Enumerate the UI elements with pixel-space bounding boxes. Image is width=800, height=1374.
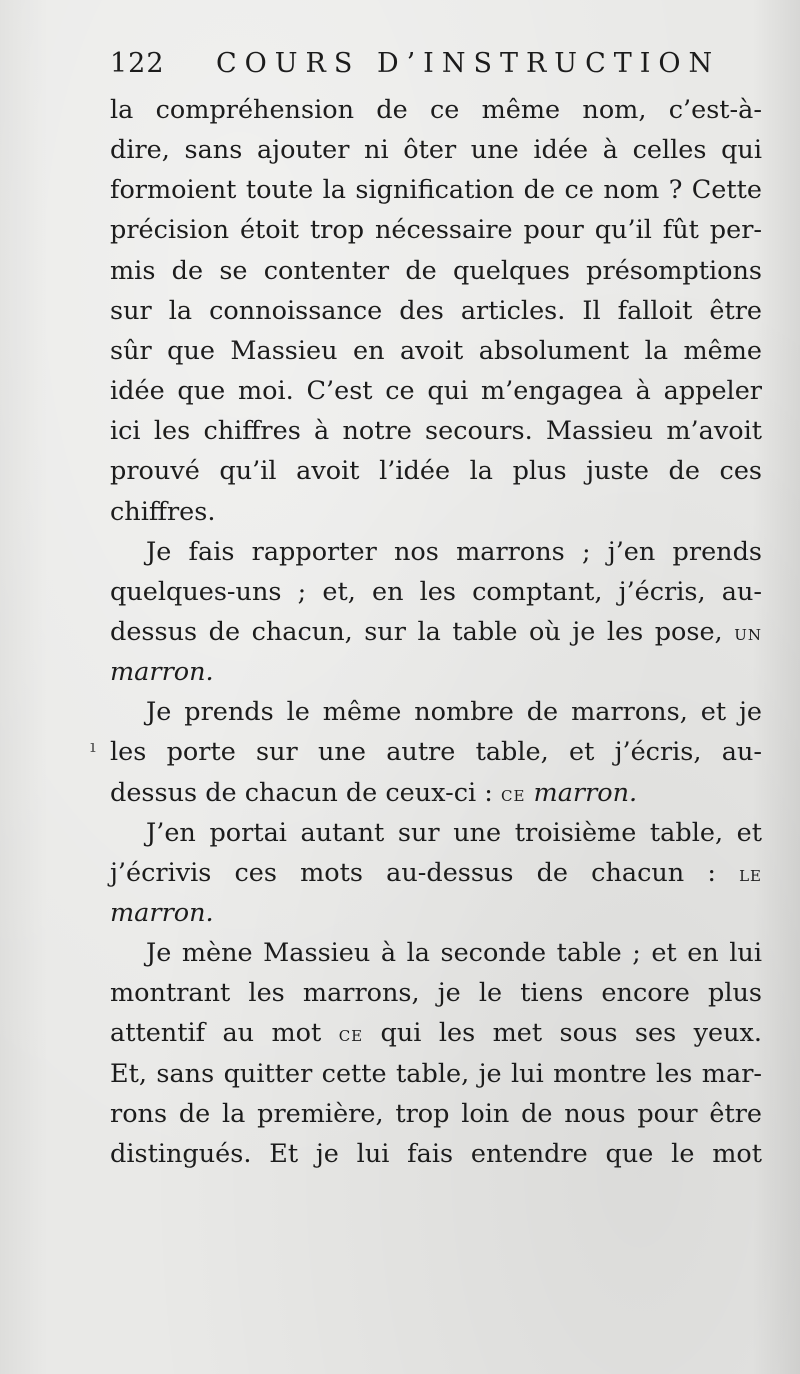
text-run: distingués. Et je lui fais entendre que le mot <box>110 1138 762 1169</box>
text-line <box>146 813 762 853</box>
running-title: COURS D’INSTRUCTION <box>216 48 721 79</box>
text-run: j’écrivis ces mots au-dessus de chacun : <box>110 857 740 888</box>
text-line <box>110 411 762 451</box>
text-run: idée que moi. C’est ce qui m’engagea à appeler <box>110 376 762 407</box>
text-run: dessus de chacun de ceux-ci : <box>110 777 501 808</box>
text-run: dire, sans ajouter ni ôter une idée à celles qui <box>110 135 762 166</box>
margin-tick-mark: ı <box>90 736 96 757</box>
text-line <box>110 90 762 130</box>
running-head <box>110 44 721 84</box>
text-line <box>110 331 762 371</box>
text-line <box>110 170 762 210</box>
text-run: les porte sur une autre table, et j’écris, au- <box>110 737 762 768</box>
text-run <box>525 778 533 808</box>
text-run: Je mène Massieu à la seconde table ; et en lui <box>146 938 762 969</box>
text-run: ici les chiffres à notre secours. Massieu m’avoit <box>110 416 762 447</box>
small-caps-word: le <box>739 861 762 887</box>
text-run: la compréhension de ce même nom, c’est-à- <box>110 95 762 125</box>
text-run: J’en portai autant sur une troisième table, et <box>146 817 762 848</box>
small-caps-word: un <box>734 620 762 646</box>
text-line <box>110 612 762 652</box>
text-run: montrant les marrons, je le tiens encore plus <box>110 978 762 1009</box>
text-run: mis de se contenter de quelques présomptions <box>110 255 762 286</box>
text-run: Je prends le même nombre de marrons, et je <box>146 697 762 728</box>
text-run: prouvé qu’il avoit l’idée la plus juste de ces <box>110 456 762 487</box>
text-run: Je fais rapporter nos marrons ; j’en prends <box>146 536 762 567</box>
text-run: chiffres. <box>110 496 216 527</box>
text-line <box>110 732 762 772</box>
text-line <box>110 210 762 250</box>
text-run: qui les met sous ses yeux. <box>363 1018 762 1049</box>
text-line <box>146 933 762 973</box>
text-line <box>110 1013 762 1053</box>
text-line <box>110 1134 762 1174</box>
small-caps-word: ce <box>500 781 526 807</box>
text-run: Et, sans quitter cette table, je lui montre les mar- <box>110 1058 762 1089</box>
text-line <box>110 492 762 532</box>
text-line <box>110 1054 762 1094</box>
text-line <box>110 973 762 1013</box>
text-run: attentif au mot <box>110 1018 339 1049</box>
text-line <box>146 532 762 572</box>
text-line <box>110 572 762 612</box>
text-line <box>110 291 762 331</box>
text-line <box>110 893 762 933</box>
text-run: sur la connoissance des articles. Il falloit être <box>110 295 762 326</box>
small-caps-word: ce <box>338 1022 364 1048</box>
text-line <box>146 692 762 732</box>
text-line <box>110 371 762 411</box>
text-line <box>110 853 762 893</box>
text-line <box>110 773 762 813</box>
page-number: 122 <box>110 48 165 79</box>
text-line <box>110 451 762 491</box>
text-line <box>110 1094 762 1134</box>
text-run: précision étoit trop nécessaire pour qu’il fût per- <box>110 215 762 246</box>
text-line <box>110 652 762 692</box>
text-run: quelques-uns ; et, en les comptant, j’écris, au- <box>110 576 762 607</box>
text-line <box>110 251 762 291</box>
text-run: sûr que Massieu en avoit absolument la même <box>110 335 762 366</box>
italic-word: marron. <box>110 898 214 928</box>
text-line <box>110 130 762 170</box>
text-run: dessus de chacun, sur la table où je les pose, <box>110 616 735 647</box>
italic-word: marron. <box>533 777 638 808</box>
italic-word: marron. <box>110 657 214 688</box>
text-run: rons de la première, trop loin de nous pour être <box>110 1098 762 1129</box>
text-run: formoient toute la signification de ce nom ? Cette <box>110 175 762 206</box>
